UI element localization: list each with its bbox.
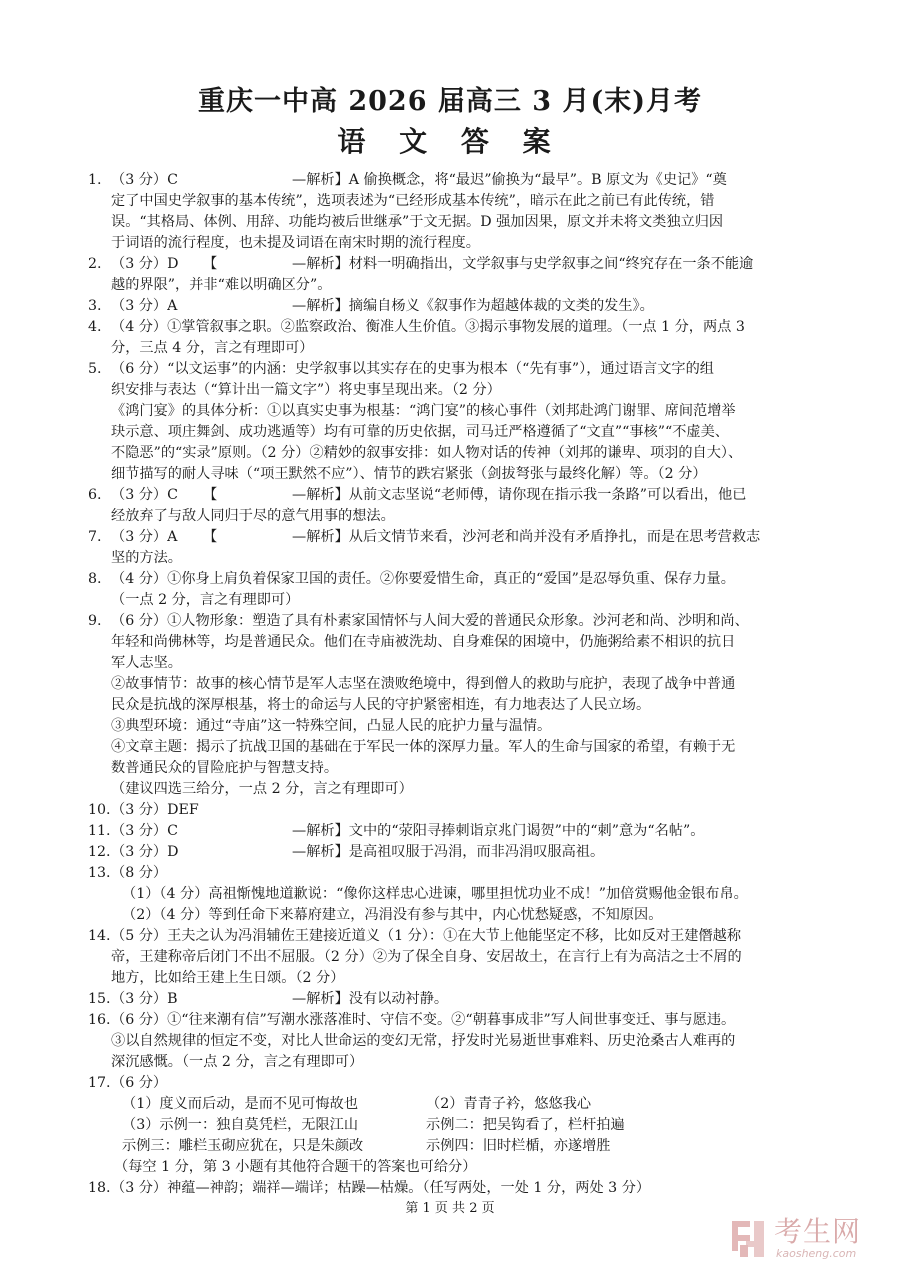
answer-line: 《鸿门宴》的具体分析：①以真实史事为根基：“鸿门宴”的核心事件（刘邦赴鸿门谢罪、席间范增举 [111,403,736,419]
answer-line: 分，三点 4 分，言之有理即可） [111,340,314,356]
bracket-mark: 【 [203,256,218,272]
question-number: 18. [88,1180,111,1196]
answer-line: 经放弃了与敌人同归于尽的意气用事的想法。 [111,508,395,524]
bracket-mark: 【 [203,529,218,545]
watermark-url: kaosheng.com [776,1247,857,1260]
answer-line: （每空 1 分，第 3 小题有其他符合题干的答案也可给分） [114,1159,477,1175]
answer-line: （1）（4 分）高祖惭愧地道歉说：“像你这样忠心进谏，哪里担忧功业不成！”加倍赏赐他金银布帛。 [122,886,748,902]
answer-line: 越的界限”，并非“难以明确区分”。 [111,277,332,293]
question-number: 6. [88,487,102,503]
answer-head: （3 分）DEF [111,802,199,818]
answer-head: （3 分）D [111,844,179,860]
answer-head: （8 分） [111,865,168,881]
page-subtitle: 语 文 答 案 [337,125,563,158]
answer-line: 帝，王建称帝后闭门不出不屈服。（2 分）②为了保全自身、安居故土，在言行上有为高洁之士不屑的 [111,949,742,965]
answer-line: ④文章主题：揭示了抗战卫国的基础在于军民一体的深厚力量。军人的生命与国家的希望，有赖于无 [111,739,736,755]
question-number: 9. [88,613,102,629]
question-number: 3. [88,298,102,314]
answer-line: 军人志坚。 [111,655,182,671]
answer-line: 细节描写的耐人寻味（“项王默然不应”）、情节的跌宕紧张（剑拔弩张与最终化解）等。（2 分） [111,466,707,482]
question-number: 2. [88,256,102,272]
answer-head: （3 分）D [111,256,179,272]
answer-analysis: —解析】是高祖叹服于冯涓，而非冯涓叹服高祖。 [292,844,605,860]
answer-analysis: —解析】摘编自杨义《叙事作为超越体裁的文类的发生》。 [292,298,654,314]
bracket-mark: 【 [203,487,218,503]
answer-line: （6 分）“以文运事”的内涵：史学叙事以其实存在的史事为根本（“先有事”），通过语言文字的组 [111,361,714,377]
question-number: 12. [88,844,111,860]
answer-analysis: —解析】没有以动衬静。 [292,991,449,1007]
question-number: 17. [88,1075,111,1091]
question-number: 7. [88,529,102,545]
answer-line: 深沉感慨。（一点 2 分，言之有理即可） [111,1054,364,1070]
question-number: 10. [88,802,111,818]
answer-head: （3 分）C [111,172,178,188]
watermark-brand: 考生网 [774,1215,862,1248]
question-number: 8. [88,571,102,587]
answer-line: 误。“其格局、体例、用辞、功能均被后世继承”于文无据。D 强加因果，原文并未将文类独立归因 [111,214,724,230]
answer-analysis: —解析】材料一明确指出，文学叙事与史学叙事之间“终究存在一条不能逾 [292,256,754,272]
answer-head: （3 分）B [111,991,178,1007]
question-number: 11. [88,823,111,839]
answer-line: ②故事情节：故事的核心情节是军人志坚在溃败绝境中，得到僧人的救助与庇护，表现了战争中普通 [111,676,736,692]
answer-head: （6 分） [111,1075,168,1091]
answer-line: （5 分）王夫之认为冯涓辅佐王建接近道义（1 分）：①在大节上他能坚定不移，比如反对王建僭越称 [111,928,742,944]
answer-head: （3 分）C [111,487,178,503]
answer-line: 年轻和尚佛林等，均是普通民众。他们在寺庙被洗劫、自身难保的困境中，仍施粥给素不相识的抗日 [111,634,736,650]
answer-line: （一点 2 分，言之有理即可） [111,592,300,608]
answer-line: 坚的方法。 [111,550,182,566]
answer-line: 示例二：把吴钩看了，栏杆拍遍 [426,1117,625,1133]
page-footer: 第 1 页 共 2 页 [405,1201,495,1216]
answer-analysis: —解析】文中的“荥阳寻捧刺诣京兆门谒贺”中的“刺”意为“名帖”。 [292,823,705,839]
answer-line: 示例四：旧时栏楯，亦遂增胜 [426,1138,611,1154]
answer-head: （3 分）C [111,823,178,839]
answer-line: （6 分）①人物形象：塑造了具有朴素家国情怀与人间大爱的普通民众形象。沙河老和尚、沙明和尚、 [111,613,749,629]
answer-analysis: —解析】A 偷换概念，将“最迟”偷换为“最早”。B 原文为《史记》“奠 [292,172,727,188]
kaosheng-logo-icon [728,1217,768,1261]
answer-line: 玦示意、项庄舞剑、成功逃遁等）均有可靠的历史依据，司马迁严格遵循了“文直”“事核”“不虚美、 [111,424,729,440]
question-number: 1. [88,172,102,188]
answer-line: 数普通民众的冒险庇护与智慧支持。 [111,760,339,776]
answer-line: 定了中国史学叙事的基本传统”，选项表述为“已经形成基本传统”，暗示在此之前已有此传统，错 [111,193,715,209]
question-number: 5. [88,361,102,377]
watermark-logo [728,1215,888,1265]
answer-line: （3）示例一：独自莫凭栏，无限江山 [122,1117,359,1133]
answer-head: （3 分）A [111,529,178,545]
page-title: 重庆一中高 2026 届高三 3 月(末)月考 [197,86,703,117]
answer-line: （3 分）神蕴—神韵；端祥—端详；枯躁—枯燥。（任写两处，一处 1 分，两处 3 分） [111,1180,651,1196]
answer-line: （6 分）①“往来潮有信”写潮水涨落准时、守信不变。②“朝暮事成非”写人间世事变迁、事与愿违。 [111,1012,736,1028]
answer-line: ③典型环境：通过“寺庙”这一特殊空间，凸显人民的庇护力量与温情。 [111,718,552,734]
answer-head: （3 分）A [111,298,178,314]
answer-line: （4 分）①掌管叙事之职。②监察政治、衡准人生价值。③揭示事物发展的道理。（一点 1 分，两点 3 [111,319,745,335]
answer-line: （建议四选三给分，一点 2 分，言之有理即可） [111,781,413,797]
answer-line: 示例三：雕栏玉砌应犹在，只是朱颜改 [122,1138,364,1154]
answer-line: 不隐恶”的“实录”原则。（2 分）②精妙的叙事安排：如人物对话的传神（刘邦的谦卑、项羽的自大）、 [111,445,743,461]
answer-line: ③以自然规律的恒定不变，对比人世命运的变幻无常，抒发时光易逝世事难料、历史沧桑古人难再的 [111,1033,736,1049]
answer-line: （1）度义而后动，是而不见可悔故也 [122,1096,359,1112]
question-number: 16. [88,1012,111,1028]
answer-line: 民众是抗战的深厚根基，将士的命运与人民的守护紧密相连，有力地表达了人民立场。 [111,697,651,713]
answer-line: 地方，比如给王建上生日颂。（2 分） [111,970,345,986]
answer-analysis: —解析】从前文志坚说“老师傅，请你现在指示我一条路”可以看出，他已 [292,487,747,503]
answer-line: （2）青青子衿，悠悠我心 [426,1096,592,1112]
question-number: 15. [88,991,111,1007]
answer-line: 于词语的流行程度，也未提及词语在南宋时期的流行程度。 [111,235,480,251]
answer-line: （4 分）①你身上肩负着保家卫国的责任。②你要爱惜生命，真正的“爱国”是忍辱负重、保存力量。 [111,571,735,587]
answer-line: 织安排与表达（“算计出一篇文字”）将史事呈现出来。（2 分） [111,382,501,398]
answer-analysis: —解析】从后文情节来看，沙河老和尚并没有矛盾挣扎，而是在思考营救志 [292,529,761,545]
question-number: 4. [88,319,102,335]
question-number: 14. [88,928,111,944]
answer-line: （2）（4 分）等到任命下来幕府建立，冯涓没有参与其中，内心忧愁疑惑，不知原因。 [122,907,663,923]
question-number: 13. [88,865,111,881]
